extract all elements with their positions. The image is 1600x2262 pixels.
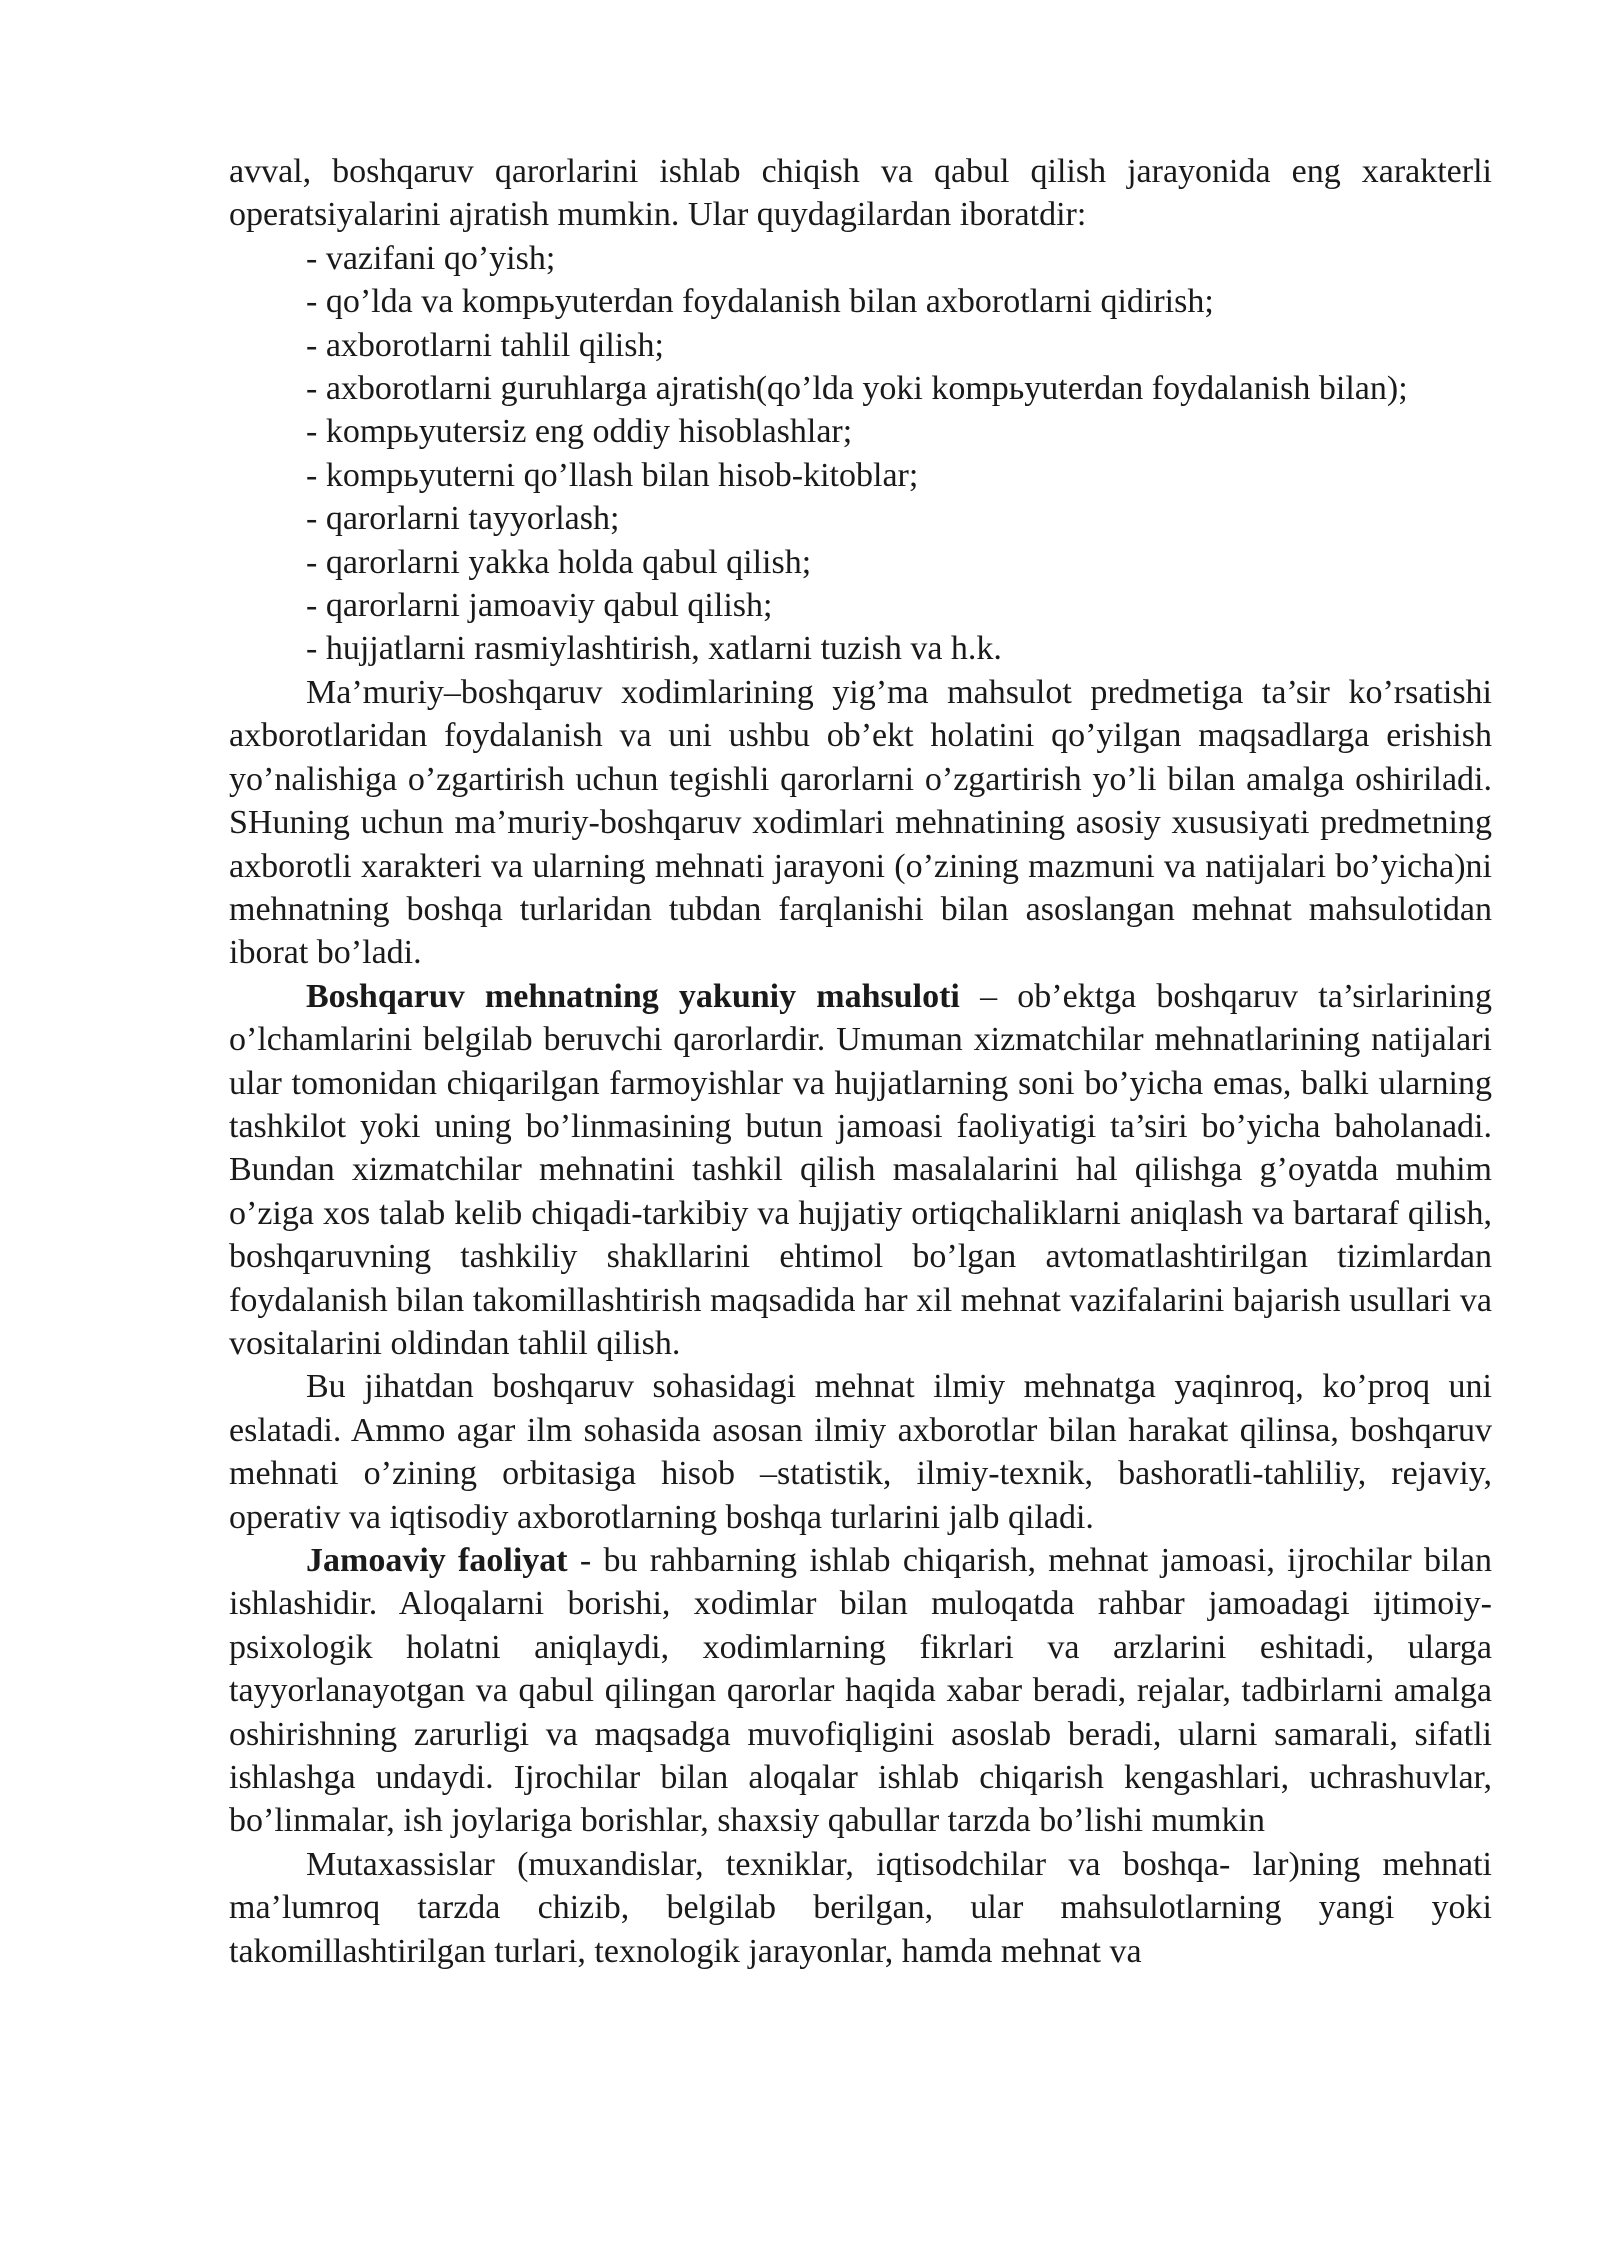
- list-item-text: kompьyuterni qo’llash bilan hisob-kitoblar;: [325, 456, 919, 494]
- body-paragraph-5: Mutaxassislar (muxandislar, texniklar, iqtisodchilar va boshqa- lar)ning mehnati ma’lumroq tarzda chizib, belgilab berilgan, ular mahsulotlarning yangi yoki takomillashtirilgan turlari, texnologik jarayonlar, hamda mehnat va: [229, 1845, 1492, 1970]
- list-item-text: axborotlarni tahlil qilish;: [325, 326, 664, 364]
- list-item-text: qarorlarni yakka holda qabul qilish;: [325, 543, 812, 581]
- list-item: [229, 280, 1492, 323]
- intro-paragraph: avval, boshqaruv qarorlarini ishlab chiqish va qabul qilish jarayonida eng xarakterli operatsiyalarini ajratish mumkin. Ular quydagilardan iboratdir:: [229, 153, 1492, 234]
- list-dash: -: [306, 283, 318, 321]
- paragraph-2-text: – ob’ektga boshqaruv ta’sirlarining o’lchamlarini belgilab beruvchi qarorlardir. Umuman xizmatchilar mehnatlarining natijalari ular tomonidan chiqarilgan farmoyishlar va hujjatlarning soni bo’yicha emas, balki ularning tashkilot yoki uning bo’linmasining butun jamoasi faoliyatigi ta’siri bo’yicha baholanadi. Bundan xizmatchilar mehnatini tashkil qilish masalalarini hal qilishga g’oyatda muhim o’ziga xos talab kelib chiqadi-tarkibiy va hujjatiy ortiqchaliklarni aniqlash va bartaraf qilish, boshqaruvning tashkiliy shakllarini ehtimol bo’lgan avtomatlashtirilgan tizimlardan foydalanish bilan takomillashtirish maqsadida har xil mehnat vazifalarini bajarish usullari va vositalarini oldindan tahlil qilish.: [229, 977, 1492, 1362]
- list-dash: -: [306, 370, 318, 408]
- list-item-text: qarorlarni tayyorlash;: [325, 500, 620, 538]
- list-item-text: axborotlarni guruhlarga ajratish(qo’lda yoki kompьyuterdan foydalanish bilan);: [325, 370, 1408, 408]
- list-dash: -: [306, 500, 318, 538]
- body-paragraph-2: [229, 975, 1492, 1366]
- list-dash: -: [306, 587, 318, 625]
- list-item: [229, 584, 1492, 627]
- list-item: [229, 367, 1492, 410]
- term-final-product: Boshqaruv mehnatning yakuniy mahsuloti: [306, 977, 960, 1015]
- list-dash: -: [306, 326, 318, 364]
- list-item: [229, 497, 1492, 540]
- list-item-text: kompьyutersiz eng oddiy hisoblashlar;: [325, 413, 853, 451]
- list-item-text: hujjatlarni rasmiylashtirish, xatlarni tuzish va h.k.: [325, 630, 1002, 668]
- list-item: [229, 454, 1492, 497]
- list-item: [229, 410, 1492, 453]
- list-item: [229, 324, 1492, 367]
- list-item: [229, 627, 1492, 670]
- list-item: [229, 237, 1492, 280]
- list-item-text: qarorlarni jamoaviy qabul qilish;: [325, 587, 773, 625]
- term-collective-activity: Jamoaviy faoliyat: [306, 1542, 568, 1579]
- list-dash: -: [306, 630, 318, 668]
- list-dash: -: [306, 239, 318, 277]
- list-item-text: qo’lda va kompьyuterdan foydalanish bilan axborotlarni qidirish;: [325, 283, 1214, 321]
- list-item: [229, 541, 1492, 584]
- list-dash: -: [306, 413, 318, 451]
- document-page: [229, 150, 1492, 1973]
- list-dash: -: [306, 543, 318, 581]
- body-paragraph-4: [229, 1539, 1492, 1843]
- list-item-text: vazifani qo’yish;: [325, 239, 556, 277]
- list-dash: -: [306, 456, 318, 494]
- paragraph-4-text: - bu rahbarning ishlab chiqarish, mehnat jamoasi, ijrochilar bilan ishlashidir. Aloqalarni borishi, xodimlar bilan muloqatda rahbar jamoadagi ijtimoiy-psixologik holatni aniqlaydi, xodimlarning fikrlari va arzlarini eshitadi, ularga tayyorlanayotgan va qabul qilingan qarorlar haqida xabar beradi, rejalar, tadbirlarni amalga oshirishning zarurligi va maqsadga muvofiqligini asoslab beradi, ularni samarali, sifatli ishlashga undaydi. Ijrochilar bilan aloqalar ishlab chiqarish kengashlari, uchrashuvlar, bo’linmalar, ish joylariga borishlar, shaxsiy qabullar tarzda bo’lishi mumkin: [229, 1542, 1492, 1840]
- body-paragraph-1: Ma’muriy–boshqaruv xodimlarining yig’ma mahsulot predmetiga ta’sir ko’rsatishi axborotlaridan foydalanish va uni ushbu ob’ekt holatini qo’yilgan maqsadlarga erishish yo’nalishiga o’zgartirish uchun tegishli qarorlarni o’zgartirish yo’li bilan amalga oshiriladi. SHuning uchun ma’muriy-boshqaruv xodimlari mehnatining asosiy xususiyati predmetning axborotli xarakteri va ularning mehnati jarayoni (o’zining mazmuni va natijalari bo’yicha)ni mehnatning boshqa turlaridan tubdan farqlanishi bilan asoslangan mehnat mahsulotidan iborat bo’ladi.: [229, 673, 1492, 972]
- body-paragraph-3: Bu jihatdan boshqaruv sohasidagi mehnat ilmiy mehnatga yaqinroq, ko’proq uni eslatadi. Ammo agar ilm sohasida asosan ilmiy axborotlar bilan harakat qilinsa, boshqaruv mehnati o’zining orbitasiga hisob –statistik, ilmiy-texnik, bashoratli-tahliliy, rejaviy, operativ va iqtisodiy axborotlarning boshqa turlarini jalb qiladi.: [229, 1368, 1492, 1536]
